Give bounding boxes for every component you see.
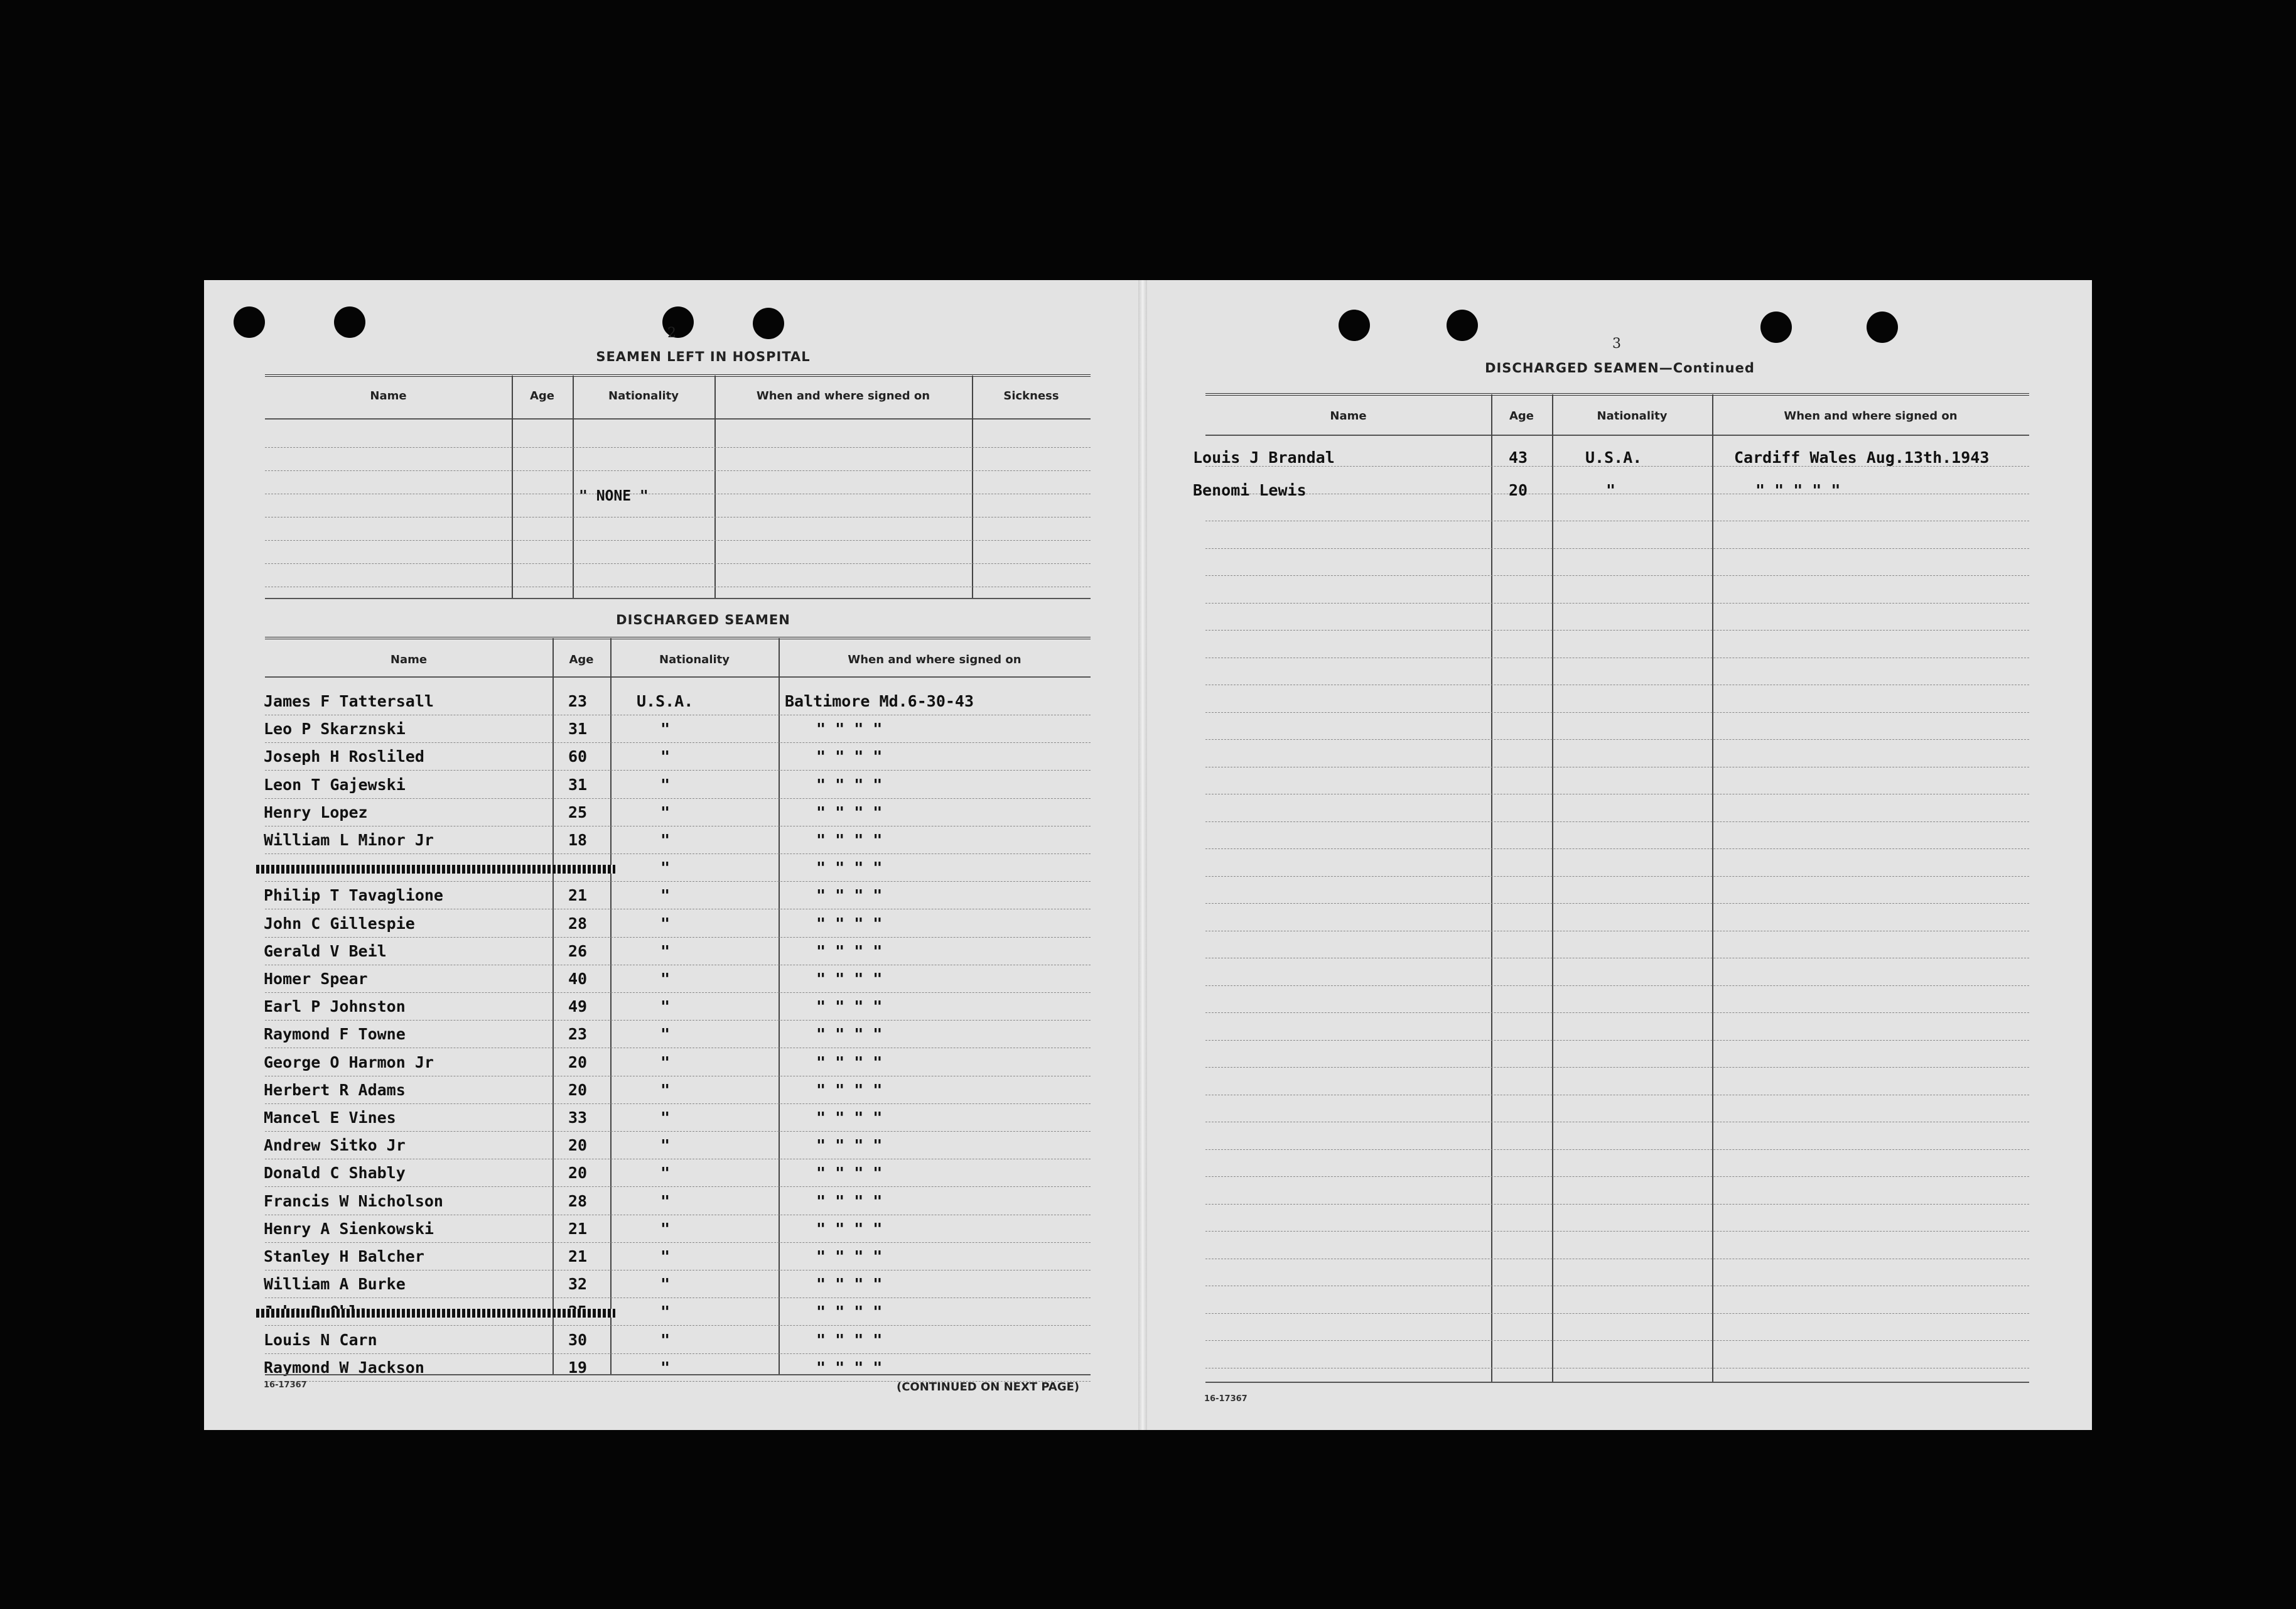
seaman-nationality: ": [660, 747, 671, 766]
seaman-signed-on: " " " ": [816, 1358, 883, 1377]
seaman-signed-on: Baltimore Md.6-30-43: [785, 692, 974, 710]
seaman-name: Homer Spear: [264, 970, 368, 988]
seaman-age: 20: [1508, 481, 1528, 499]
seaman-age: 20: [568, 1136, 588, 1154]
row-rule: [1205, 1313, 2029, 1314]
seaman-nationality: ": [1606, 481, 1616, 499]
seaman-signed-on: " " " ": [816, 1303, 883, 1321]
row-rule: [1205, 1149, 2029, 1150]
table-rule: [265, 637, 1091, 639]
column-header: Nationality: [608, 389, 679, 403]
seaman-age: 25: [568, 803, 588, 821]
seaman-age: 21: [568, 1247, 588, 1265]
column-header: Age: [529, 389, 555, 403]
seaman-name: Henry A Sienkowski: [264, 1220, 434, 1238]
seaman-age: 26: [568, 942, 588, 960]
punch-hole: [1760, 312, 1792, 343]
seaman-name: Raymond W Jackson: [264, 1358, 424, 1377]
seaman-nationality: ": [660, 1220, 671, 1238]
continued-note: (CONTINUED ON NEXT PAGE): [897, 1380, 1080, 1394]
seaman-nationality: ": [660, 886, 671, 904]
row-rule: [1205, 575, 2029, 576]
seaman-signed-on: " " " ": [816, 747, 883, 766]
seaman-name: Earl P Johnston: [264, 997, 406, 1016]
row-rule: [1205, 1012, 2029, 1013]
seaman-age: 28: [568, 1192, 588, 1210]
table-rule: [265, 1374, 1091, 1375]
column-header: Nationality: [659, 653, 730, 666]
row-rule: [265, 1325, 1091, 1326]
seaman-nationality: ": [660, 1081, 671, 1099]
seaman-name: James F Tattersall: [264, 692, 434, 710]
column-divider: [552, 638, 554, 1374]
seaman-nationality: ": [660, 1108, 671, 1127]
seaman-signed-on: " " " ": [816, 720, 883, 738]
row-rule: [1205, 1340, 2029, 1341]
seaman-signed-on: " " " ": [816, 1108, 883, 1127]
column-header: Age: [569, 653, 594, 666]
seaman-name: Henry Lopez: [264, 803, 368, 821]
row-rule: [1205, 1067, 2029, 1068]
row-rule: [1205, 1040, 2029, 1041]
seaman-nationality: ": [660, 1331, 671, 1349]
seaman-signed-on: " " " " ": [1755, 481, 1841, 499]
center-fold: [1138, 280, 1147, 1430]
row-rule: [265, 798, 1091, 799]
seaman-age: 60: [568, 747, 588, 766]
seaman-age: 20: [568, 1081, 588, 1099]
row-rule: [265, 742, 1091, 743]
row-rule: [265, 470, 1091, 471]
seaman-age: 33: [568, 1108, 588, 1127]
column-header: Nationality: [1597, 409, 1668, 423]
seaman-signed-on: " " " ": [816, 1025, 883, 1043]
seaman-signed-on: " " " ": [816, 1053, 883, 1071]
seaman-signed-on: " " " ": [816, 942, 883, 960]
row-rule: [265, 770, 1091, 771]
discharged-section-title: DISCHARGED SEAMEN: [616, 612, 790, 627]
seaman-signed-on: " " " ": [816, 859, 883, 877]
seaman-nationality: ": [660, 859, 671, 877]
left-form-number: 16-17367: [264, 1380, 307, 1390]
seaman-name: George O Harmon Jr: [264, 1053, 434, 1071]
row-rule: [1205, 603, 2029, 604]
seaman-signed-on: " " " ": [816, 1081, 883, 1099]
seaman-nationality: ": [660, 1358, 671, 1377]
seaman-nationality: U.S.A.: [637, 692, 694, 710]
row-rule: [265, 992, 1091, 993]
seaman-name: William L Minor Jr: [264, 831, 434, 849]
seaman-nationality: ": [660, 1053, 671, 1071]
punch-hole: [1867, 312, 1898, 343]
seaman-name: Louis N Carn: [264, 1331, 377, 1349]
seaman-name: Leo P Skarznski: [264, 720, 406, 738]
punch-hole: [1339, 310, 1370, 341]
seaman-name: Mancel E Vines: [264, 1108, 396, 1127]
seaman-nationality: ": [660, 776, 671, 794]
seaman-name: Joseph H Rosliled: [264, 747, 424, 766]
seaman-age: 30: [568, 1331, 588, 1349]
table-rule: [265, 598, 1091, 599]
row-rule: [265, 540, 1091, 541]
seaman-age: 31: [568, 776, 588, 794]
seaman-name: Andrew Sitko Jr: [264, 1136, 406, 1154]
seaman-signed-on: " " " ": [816, 1331, 883, 1349]
seaman-nationality: U.S.A.: [1585, 448, 1642, 467]
seaman-name: Raymond F Towne: [264, 1025, 406, 1043]
seaman-signed-on: " " " ": [816, 1192, 883, 1210]
column-divider: [573, 376, 574, 599]
seaman-nationality: ": [660, 1275, 671, 1293]
seaman-age: 40: [568, 970, 588, 988]
seaman-signed-on: " " " ": [816, 1136, 883, 1154]
seaman-nationality: ": [660, 1025, 671, 1043]
column-divider: [779, 638, 780, 1374]
table-rule: [265, 676, 1091, 678]
column-divider: [1712, 394, 1713, 1383]
row-rule: [265, 1353, 1091, 1354]
seaman-nationality: ": [660, 914, 671, 933]
row-rule: [1205, 630, 2029, 631]
seaman-signed-on: " " " ": [816, 831, 883, 849]
right-section-title: DISCHARGED SEAMEN—Continued: [1485, 360, 1755, 376]
column-header: When and where signed on: [848, 653, 1021, 666]
right-form-number: 16-17367: [1204, 1394, 1248, 1404]
seaman-signed-on: Cardiff Wales Aug.13th.1943: [1734, 448, 1990, 467]
column-divider: [1552, 394, 1553, 1383]
seaman-signed-on: " " " ": [816, 776, 883, 794]
seaman-nationality: ": [660, 1303, 671, 1321]
seaman-name: William A Burke: [264, 1275, 406, 1293]
row-rule: [265, 1242, 1091, 1243]
column-divider: [1491, 394, 1492, 1383]
seaman-age: 20: [568, 1164, 588, 1182]
seaman-signed-on: " " " ": [816, 1247, 883, 1265]
row-rule: [1205, 903, 2029, 904]
table-rule: [1205, 393, 2029, 396]
seaman-age: 32: [568, 1275, 588, 1293]
row-rule: [1205, 848, 2029, 849]
hospital-none-entry: " NONE ": [579, 488, 649, 504]
strikeout-mark: [256, 1309, 615, 1318]
column-divider: [714, 376, 716, 599]
row-rule: [1205, 821, 2029, 822]
column-header: When and where signed on: [756, 389, 930, 403]
punch-hole: [753, 308, 784, 339]
seaman-nationality: ": [660, 803, 671, 821]
seaman-name: Gerald V Beil: [264, 942, 387, 960]
seaman-nationality: ": [660, 1247, 671, 1265]
column-divider: [512, 376, 513, 599]
seaman-signed-on: " " " ": [816, 803, 883, 821]
column-header: Name: [370, 389, 407, 403]
seaman-nationality: ": [660, 1136, 671, 1154]
seaman-signed-on: " " " ": [816, 997, 883, 1016]
row-rule: [1205, 876, 2029, 877]
seaman-signed-on: " " " ": [816, 1164, 883, 1182]
seaman-name: Benomi Lewis: [1193, 481, 1307, 499]
seaman-age: 21: [568, 886, 588, 904]
table-rule: [265, 374, 1091, 377]
seaman-signed-on: " " " ": [816, 1275, 883, 1293]
seaman-age: 23: [568, 1025, 588, 1043]
seaman-signed-on: " " " ": [816, 970, 883, 988]
seaman-signed-on: " " " ": [816, 886, 883, 904]
column-header: Age: [1509, 409, 1534, 423]
seaman-age: 31: [568, 720, 588, 738]
row-rule: [1205, 739, 2029, 740]
seaman-name: Stanley H Balcher: [264, 1247, 424, 1265]
strikeout-mark: [256, 865, 615, 874]
row-rule: [1205, 1231, 2029, 1232]
left-page-number: 2: [667, 325, 676, 341]
column-divider: [610, 638, 612, 1374]
punch-hole: [334, 306, 365, 338]
row-rule: [265, 1186, 1091, 1187]
column-divider: [972, 376, 973, 599]
seaman-age: 43: [1508, 448, 1528, 467]
row-rule: [1205, 712, 2029, 713]
seaman-nationality: ": [660, 831, 671, 849]
column-header: Name: [390, 653, 428, 666]
row-rule: [1205, 1204, 2029, 1205]
row-rule: [265, 1020, 1091, 1021]
seaman-age: 49: [568, 997, 588, 1016]
row-rule: [265, 1103, 1091, 1104]
row-rule: [1205, 548, 2029, 549]
seaman-nationality: ": [660, 1192, 671, 1210]
seaman-name: Donald C Shably: [264, 1164, 406, 1182]
table-rule: [265, 418, 1091, 420]
seaman-name: Francis W Nicholson: [264, 1192, 443, 1210]
seaman-age: 20: [568, 1053, 588, 1071]
seaman-nationality: ": [660, 1164, 671, 1182]
column-header: Sickness: [1003, 389, 1059, 403]
punch-hole: [1447, 310, 1478, 341]
row-rule: [1205, 1176, 2029, 1177]
seaman-nationality: ": [660, 720, 671, 738]
column-header: When and where signed on: [1784, 409, 1958, 423]
seaman-age: 21: [568, 1220, 588, 1238]
column-header: Name: [1330, 409, 1367, 423]
seaman-age: 28: [568, 914, 588, 933]
hospital-section-title: SEAMEN LEFT IN HOSPITAL: [596, 349, 811, 364]
seaman-nationality: ": [660, 970, 671, 988]
seaman-name: John C Gillespie: [264, 914, 415, 933]
seaman-nationality: ": [660, 997, 671, 1016]
seaman-age: 18: [568, 831, 588, 849]
seaman-signed-on: " " " ": [816, 914, 883, 933]
row-rule: [1205, 985, 2029, 986]
seaman-nationality: ": [660, 942, 671, 960]
seaman-name: Herbert R Adams: [264, 1081, 406, 1099]
row-rule: [265, 881, 1091, 882]
right-page-number: 3: [1612, 336, 1621, 352]
table-rule: [1205, 1382, 2029, 1383]
row-rule: [265, 447, 1091, 448]
punch-hole: [234, 306, 265, 338]
seaman-age: 23: [568, 692, 588, 710]
row-rule: [265, 563, 1091, 564]
seaman-name: Philip T Tavaglione: [264, 886, 443, 904]
row-rule: [265, 937, 1091, 938]
seaman-name: Leon T Gajewski: [264, 776, 406, 794]
row-rule: [265, 1131, 1091, 1132]
seaman-signed-on: " " " ": [816, 1220, 883, 1238]
table-rule: [1205, 435, 2029, 436]
seaman-name: Louis J Brandal: [1193, 448, 1335, 467]
seaman-age: 19: [568, 1358, 588, 1377]
row-rule: [265, 853, 1091, 854]
row-rule: [265, 1297, 1091, 1298]
